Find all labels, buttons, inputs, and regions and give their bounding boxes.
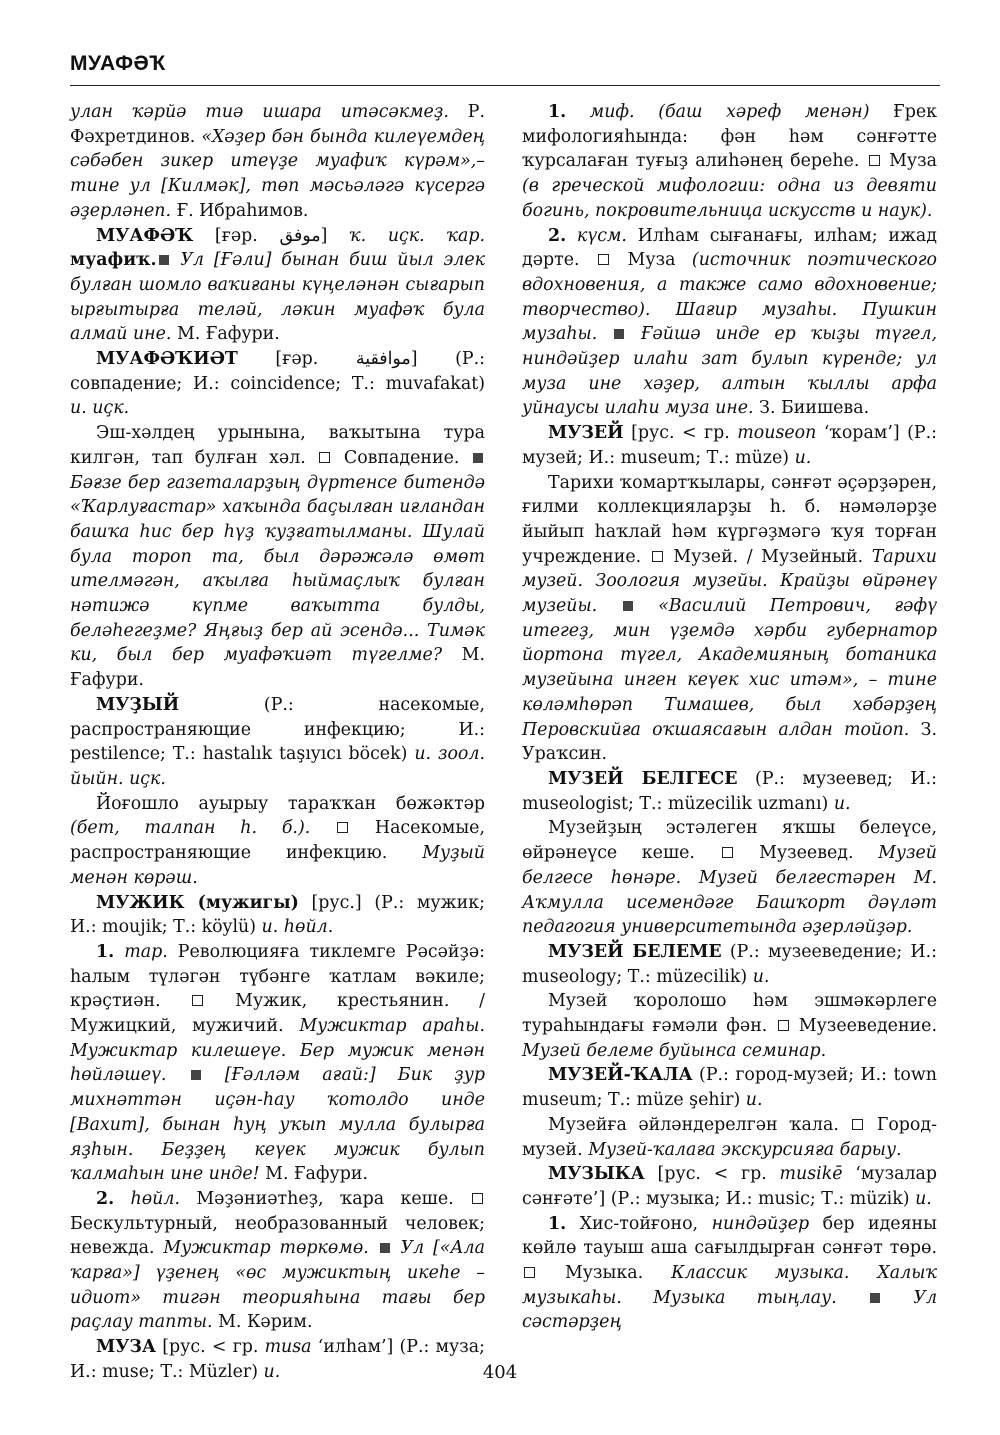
text: Бескультурный, необразованный человек; невежда. <box>70 1213 485 1259</box>
text: Музейҙың эстәлеген яҡшы белеүсе, өйрәнеүсе кеше. <box>522 818 937 864</box>
left-column <box>70 100 486 1382</box>
header-rule <box>70 85 940 86</box>
italic-text: Бәғзе бер газеталарҙың дүртенсе битендә «Ҡарлуғастар» хаҡында баҫылған иғландан башҡа һис бер һүҙ ҡуҙғатылманы. Шулай була тороп та, был дәрәжәлә өмөт ителмәгән, аҡылға һыймаҫлыҡ булған нәтижә күпме ваҡытта булды, беләһегеҙме? Яңғыҙ бер ай эсендә... Тимәк ки, был бер муафәҡиәт түгелме? <box>70 472 485 666</box>
text: бер идеяны көйлө тауыш аша сағылдырған сәнғәт төрө. <box>522 1213 937 1259</box>
headword: МУЗЕЙ <box>548 423 624 444</box>
italic-text: [Ғәлләм ағай:] Бик ҙур михнәттән иҫән-һау ҡотолдо инде [Вахит], бынан һуң уҡып мулла булырға яҙһын. Беҙҙең кеүек мужик булып ҡалмаһын ине инде! <box>70 1065 485 1185</box>
text <box>626 324 641 344</box>
headword: МУЗЕЙ БЕЛГЕСЕ <box>548 768 738 789</box>
definition-paragraph <box>70 1187 485 1335</box>
headword: МУЗЫКА <box>548 1164 645 1185</box>
italic-text: Музей белеме буйынса семинар. <box>522 1040 827 1061</box>
italic-text: (источник поэтического вдохновения, а также само вдохновение; творчество). Шағир музаһы. Пушкин музаһы. <box>522 250 938 345</box>
headword: МУАФӘҠИӘТ <box>96 349 238 370</box>
text: (Р.: город-музей; И.: town museum; Т.: müze şehir) <box>522 1065 937 1111</box>
text: М. Ғафури. <box>259 1164 369 1185</box>
text <box>635 596 658 616</box>
text <box>597 324 612 344</box>
text: Муза <box>611 250 692 271</box>
headword: МУЖИК (мужигы) <box>96 892 299 913</box>
headword: МУАФӘҠ <box>96 225 194 246</box>
italic-text: ниндәйҙер <box>711 1213 810 1234</box>
italic-text: и. <box>794 447 812 468</box>
example-marker-icon <box>623 601 633 611</box>
text <box>597 596 620 616</box>
entry-headword-line <box>70 891 485 940</box>
text: М. Ғафури. <box>171 324 280 345</box>
entry-headword-line <box>522 421 937 470</box>
example-marker-icon <box>159 255 169 265</box>
example-marker-icon <box>380 1243 390 1253</box>
text: [рус. < гр. <box>623 423 738 444</box>
italic-text: Мужиктар араһы. Мужиктар килешеүе. Бер мужик менән һөйләшеү. <box>70 1016 485 1086</box>
italic-text: Ул сәстәрҙең <box>522 1287 938 1333</box>
text: ‘ҡорам’] (Р.: музей; И.: museum; Т.: müze) <box>522 423 938 468</box>
headword: 1. <box>548 102 567 122</box>
italic-text: Классик музыка. Халыҡ музыкаһы. Музыка тыңлау. <box>522 1263 938 1308</box>
russian-equivalent-marker-icon <box>472 1193 483 1204</box>
italic-text: и. иҫк. <box>70 398 130 419</box>
entry-headword-line <box>70 347 485 421</box>
russian-equivalent-marker-icon <box>778 1020 789 1031</box>
entry-headword-line <box>522 1162 937 1211</box>
example-marker-icon <box>191 1070 201 1080</box>
entry-headword-line <box>70 224 485 348</box>
text: З. Ураҡсин. <box>522 719 937 765</box>
text: Музыка. <box>537 1263 672 1284</box>
text: [рус.] (Р.: мужик; И.: moujik; Т.: köylü) <box>70 892 485 938</box>
text: Насекомые, распространяющие инфекцию. <box>70 818 485 864</box>
entry-headword-line <box>522 940 937 989</box>
entry-headword-line <box>522 1063 937 1112</box>
italic-text: и. <box>915 1188 932 1209</box>
russian-equivalent-marker-icon <box>869 155 880 166</box>
definition-paragraph <box>522 1113 937 1162</box>
text <box>369 1238 378 1258</box>
headword: 2. <box>96 1188 115 1209</box>
text: Музей. / Музейный. <box>664 546 872 567</box>
text: [рус. < гр. <box>644 1164 780 1185</box>
italic-text: musikē <box>779 1164 843 1185</box>
headword: МУЗЕЙ-ҠАЛА <box>548 1065 693 1086</box>
italic-text: тар. <box>124 941 168 962</box>
text: Совпадение. <box>332 447 471 468</box>
definition-paragraph <box>522 1212 937 1336</box>
italic-text: (в греческой мифологии: одна из девяти богинь, покровительница искусств и наук). <box>522 176 937 221</box>
headword: муафиҡ. <box>70 250 157 271</box>
headword: МУЗА <box>96 1337 157 1358</box>
text: Мужик, крестьянин. / Мужицкий, мужичий. <box>70 991 485 1037</box>
italic-text: миф. (баш хәреф менән) <box>589 102 870 122</box>
definition-paragraph <box>522 100 937 224</box>
headword: МУЗЕЙ БЕЛЕМЕ <box>548 941 722 962</box>
text: Музей ҡоролошо һәм эшмәкәрлеге тураһындағы ғәмәли фән. <box>522 991 937 1037</box>
definition-paragraph <box>70 792 485 891</box>
text: (Р.: музеевед; И.: museologist; Т.: müzecilik uzmanı) <box>522 768 937 814</box>
page-number: 404 <box>482 1362 518 1383</box>
text: [рус. < гр. <box>156 1337 265 1358</box>
text: ‘музалар сәнғәте’] (Р.: музыка; И.: music; Т.: müzik) <box>522 1164 937 1209</box>
definition-paragraph <box>522 989 937 1063</box>
italic-text: «Хәҙер бән бында килеүемдең сәбәбен зикер итеүҙе муафиҡ күрәм»,– тине ул [Килмәк], төп мәсьәләгә күсергә әҙерләнеп. <box>70 126 485 221</box>
text: Музеевед. <box>734 843 879 864</box>
italic-text: Ғәйшә инде ер ҡыҙы түгел, ниндәйҙер илаһи зат булып күренде; ул муза ине хәҙер, алтын ҡыллы арфа уйнаусы илаһи муза ине. <box>522 324 938 419</box>
russian-equivalent-marker-icon <box>319 452 330 463</box>
text <box>171 250 181 270</box>
russian-equivalent-marker-icon <box>852 1119 863 1130</box>
text: Йоғошло ауырыу тараҡҡан бөжәктәр <box>96 793 485 814</box>
italic-text: улан ҡәрйә тиә ишара итәсәкмеҙ. <box>70 102 449 122</box>
italic-text: Музей-ҡалаға экскурсияға барыу. <box>588 1139 902 1160</box>
italic-text: и. <box>263 1361 281 1382</box>
text: М. Кәрим. <box>212 1312 313 1333</box>
text: Муза <box>881 151 937 172</box>
text <box>566 226 577 246</box>
russian-equivalent-marker-icon <box>337 822 348 833</box>
italic-text: и. <box>745 1090 763 1111</box>
example-marker-icon <box>473 453 483 463</box>
text <box>310 818 335 838</box>
entry-headword-line <box>522 767 937 816</box>
headword: 1. <box>96 941 115 962</box>
italic-text: и. <box>833 793 851 814</box>
russian-equivalent-marker-icon <box>652 551 663 562</box>
text: (Р.: насекомые, распространяющие инфекцию; И.: pestilence; Т.: hastalık taşıyıcı böcek) <box>70 694 485 765</box>
continued-text <box>70 100 485 224</box>
right-column <box>522 100 937 1355</box>
text: (Р.: музееведение; И.: museology; Т.: müzecilik) <box>522 941 937 987</box>
russian-equivalent-marker-icon <box>524 1267 535 1278</box>
definition-paragraph <box>522 816 937 940</box>
italic-text: Тарихи музей. Зоология музейы. Крайҙы өйрәнеү музейы. <box>522 546 937 617</box>
running-head: МУАФӘҠ <box>70 52 166 75</box>
italic-text: musa <box>264 1337 312 1358</box>
text: Город-музей. <box>522 1114 937 1160</box>
italic-text: и. <box>752 966 770 987</box>
example-marker-icon <box>870 1293 880 1303</box>
text: Революцияға тиклемге Рәсәйҙә: һалым түләгән түбәнге ҡатлам вәкиле; крәҫтиән. <box>70 941 485 1012</box>
italic-text: и. һөйл. <box>261 917 334 938</box>
italic-text: mouseon <box>737 423 817 444</box>
italic-text: Ул [«Ала ҡарға»] үҙенең «өс мужиктың икеһе – идиот» тигән теорияһына тағы бер раҫлау тапты. <box>70 1238 485 1333</box>
text <box>114 942 124 962</box>
text: [ғәр. موافقية] (Р.: совпадение; И.: coincidence; Т.: muvafakat) <box>70 349 485 394</box>
text: З. Биишева. <box>753 398 870 419</box>
text: [ғәр. موفق] <box>193 225 350 246</box>
definition-paragraph <box>70 421 485 693</box>
text: Илһам сығанағы, илһам; ижад дәрте. <box>522 225 937 271</box>
italic-text: Ул [Ғәли] бынан биш йыл элек булған шомло ваҡиғаны күңеләнән сығарып ырғытырға теләй, ләкин муафәҡ була алмай ине. <box>70 250 486 345</box>
text: Хис-тойғоно, <box>566 1213 712 1234</box>
text: Тарихи ҡомартҡылары, сәнғәт әҫәрҙәрен, ғилми коллекцияларҙы һ. б. нәмәләрҙе йыйып һаҡлай һәм күргәҙмәгә ҡуя торған учреждение. <box>522 472 937 567</box>
text <box>166 1065 188 1085</box>
italic-text: Муҙый менән көрәш. <box>70 843 485 888</box>
italic-text: ҡ. иҫк. ҡар. <box>349 225 485 246</box>
text <box>566 102 590 122</box>
text: Мәҙәниәтһеҙ, ҡара кеше. <box>179 1188 470 1209</box>
italic-text: и. зоол. йыйн. иҫк. <box>70 744 485 789</box>
headword: МУҘЫЙ <box>96 694 180 715</box>
text: Эш-хәлдең урынына, ваҡытына тура килгән, тап булған хәл. <box>70 423 485 468</box>
text: ‘илһам’] (Р.: муза; И.: muse; Т.: Müzler) <box>70 1337 485 1382</box>
text: М. Ғафури. <box>70 645 485 691</box>
text <box>114 1189 130 1209</box>
russian-equivalent-marker-icon <box>598 254 609 265</box>
definition-paragraph <box>70 940 485 1187</box>
text: Музееведение. <box>790 1016 937 1037</box>
russian-equivalent-marker-icon <box>192 995 203 1006</box>
headword: 1. <box>548 1213 567 1234</box>
headword: 2. <box>548 225 567 246</box>
russian-equivalent-marker-icon <box>722 847 733 858</box>
italic-text: «Василий Петрович, ғәфү итегеҙ, мин үҙемдә хәрби губернатор йортона түгел, Академияның ботаника музейына инген кеүек хис итәм», – тине көләмһөрәп Тимашев, был хәбәрҙең Перовскийға оҡшаясағын алдан тойоп. <box>522 596 938 740</box>
text: Ғ. Ибраһимов. <box>171 200 309 221</box>
text: Р. Фәхретдинов. <box>70 102 485 147</box>
italic-text: (бет, талпан һ. б.). <box>70 818 311 839</box>
definition-paragraph <box>522 224 937 422</box>
example-marker-icon <box>614 329 624 339</box>
italic-text: Музей белгесе һөнәре. Музей белгестәрен М. Аҡмулла исемендәге Башҡорт дәүләт педагогия университетында әҙерләйҙәр. <box>522 843 937 938</box>
text: Музейға әйләндерелгән ҡала. <box>548 1114 851 1135</box>
italic-text: күсм. <box>576 225 627 246</box>
italic-text: һөйл. <box>130 1188 180 1209</box>
entry-headword-line <box>70 693 485 792</box>
italic-text: Мужиктар төркөмө. <box>163 1238 369 1259</box>
text <box>882 1288 913 1308</box>
text <box>837 1288 868 1308</box>
text <box>203 1065 225 1085</box>
definition-paragraph <box>522 471 937 767</box>
text: Ғрек мифологияһында: фән һәм сәнғәтте ҡурсалаған туғыҙ алиһәнең береһе. <box>522 102 937 172</box>
